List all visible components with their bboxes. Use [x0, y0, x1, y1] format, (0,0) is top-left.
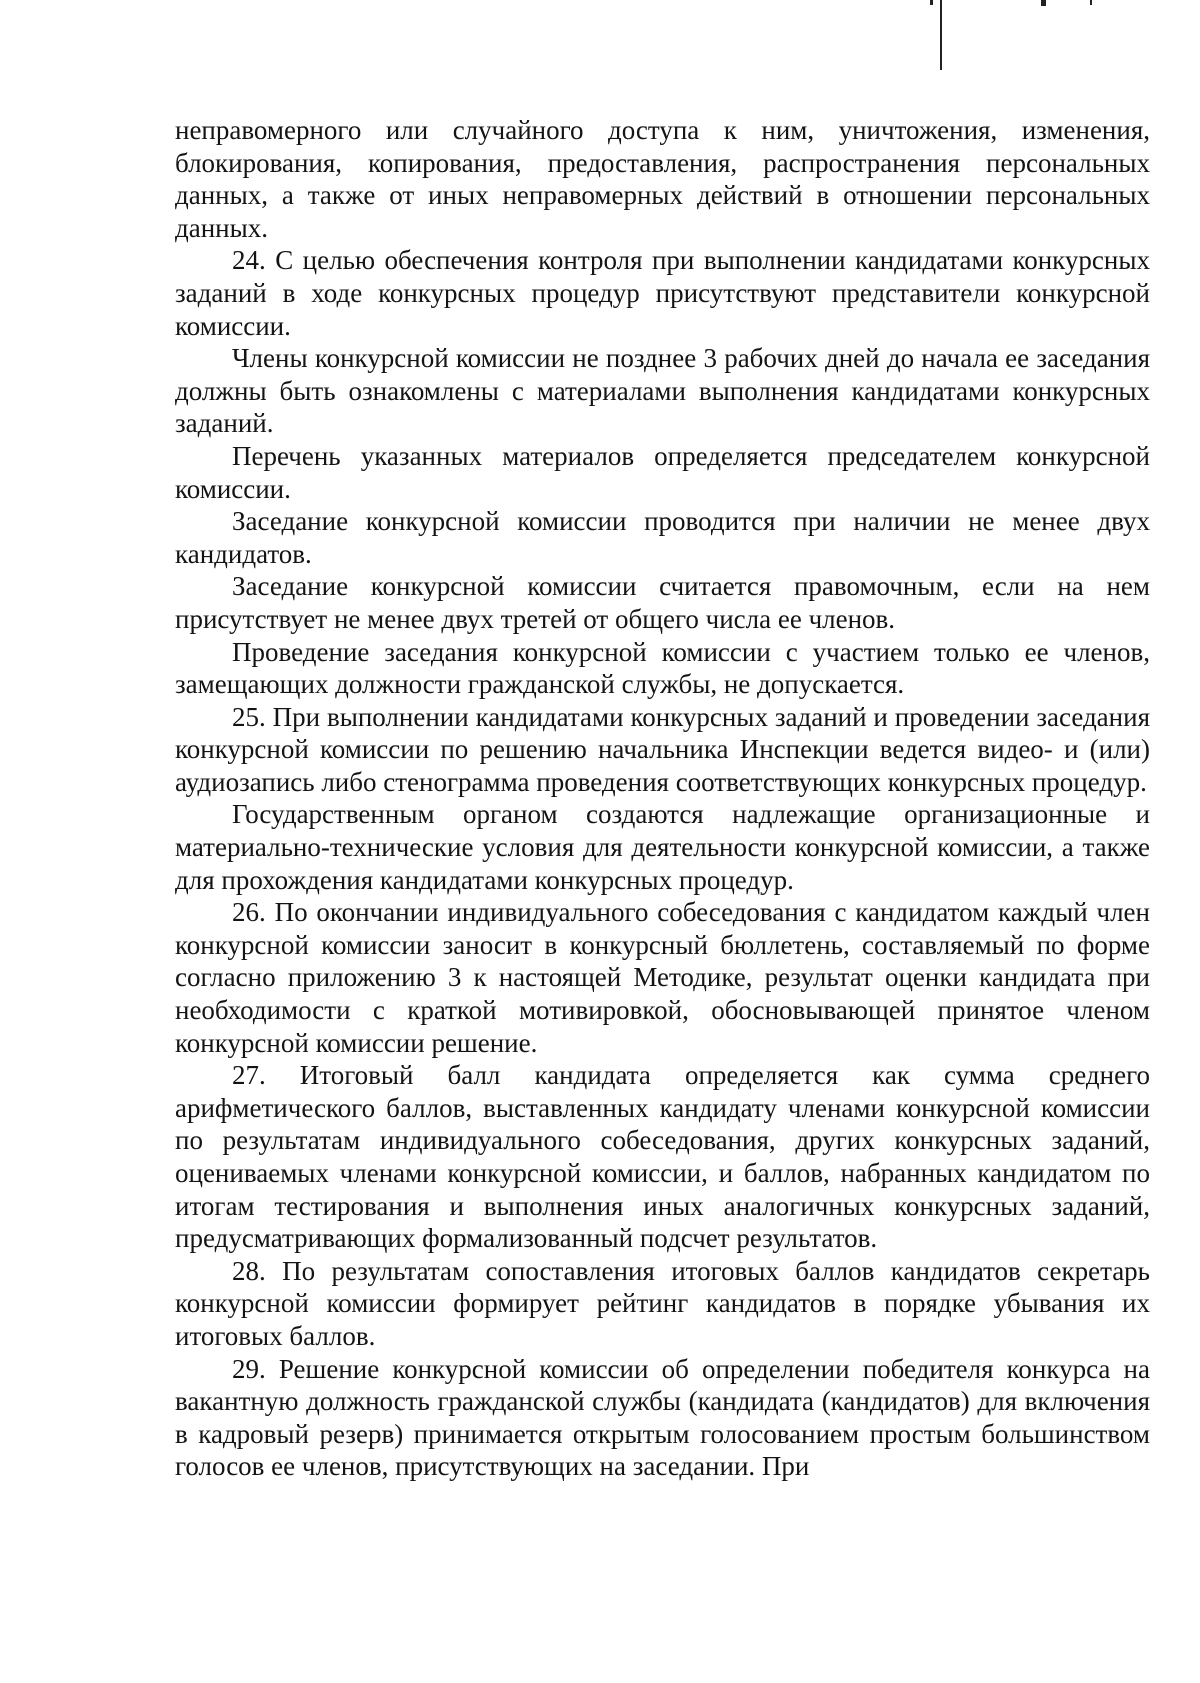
paragraph-item-24: 24. С целью обеспечения контроля при выполнении кандидатами конкурсных заданий в ходе конкурсных процедур присутствуют представители конкурсной комиссии. — [175, 245, 1150, 341]
scan-artifact — [930, 0, 933, 5]
paragraph: Государственным органом создаются надлежащие организационные и материально-технические условия для деятельности конкурсной комиссии, а также для прохождения кандидатами конкурсных процедур. — [175, 799, 1150, 895]
paragraph-continuation: неправомерного или случайного доступа к ним, уничтожения, изменения, блокирования, копирования, предоставления, распространения персональных данных, а также от иных неправомерных действий в отношении персональных данных. — [175, 115, 1150, 243]
scan-artifact — [940, 0, 942, 70]
paragraph-item-27: 27. Итоговый балл кандидата определяется как сумма среднего арифметического баллов, выставленных кандидату членами конкурсной комиссии по результатам индивидуального собеседования, других конкурсных заданий, оцениваемых членами конкурсной комиссии, и баллов, набранных кандидатом по итогам тестирования и выполнения иных аналогичных конкурсных заданий, предусматривающих формализованный подсчет результатов. — [175, 1060, 1150, 1254]
document-body — [175, 114, 1150, 1483]
scan-artifact — [1041, 0, 1046, 6]
paragraph: Члены конкурсной комиссии не позднее 3 рабочих дней до начала ее заседания должны быть ознакомлены с материалами выполнения кандидатами конкурсных заданий. — [175, 343, 1150, 439]
paragraph: Заседание конкурсной комиссии считается правомочным, если на нем присутствует не менее двух третей от общего числа ее членов. — [175, 571, 1150, 634]
paragraph: Заседание конкурсной комиссии проводится при наличии не менее двух кандидатов. — [175, 506, 1150, 569]
paragraph-item-28: 28. По результатам сопоставления итоговых баллов кандидатов секретарь конкурсной комиссии формирует рейтинг кандидатов в порядке убывания их итоговых баллов. — [175, 1255, 1150, 1351]
paragraph: Проведение заседания конкурсной комиссии с участием только ее членов, замещающих должности гражданской службы, не допускается. — [175, 636, 1150, 700]
paragraph-item-29: 29. Решение конкурсной комиссии об определении победителя конкурса на вакантную должность гражданской службы (кандидата (кандидатов) для включения в кадровый резерв) принимается открытым голосованием простым большинством голосов ее членов, присутствующих на заседании. При — [175, 1353, 1150, 1482]
paragraph-item-26: 26. По окончании индивидуального собеседования с кандидатом каждый член конкурсной комиссии заносит в конкурсный бюллетень, составляемый по форме согласно приложению 3 к настоящей Методике, результат оценки кандидата при необходимости с краткой мотивировкой, обосновывающей принятое членом конкурсной комиссии решение. — [175, 897, 1150, 1058]
scan-artifact — [1090, 0, 1092, 5]
paragraph: Перечень указанных материалов определяется председателем конкурсной комиссии. — [175, 440, 1150, 504]
paragraph-item-25: 25. При выполнении кандидатами конкурсных заданий и проведении заседания конкурсной комиссии по решению начальника Инспекции ведется видео- и (или) аудиозапись либо стенограмма проведения соответствующих конкурсных процедур. — [175, 701, 1150, 797]
